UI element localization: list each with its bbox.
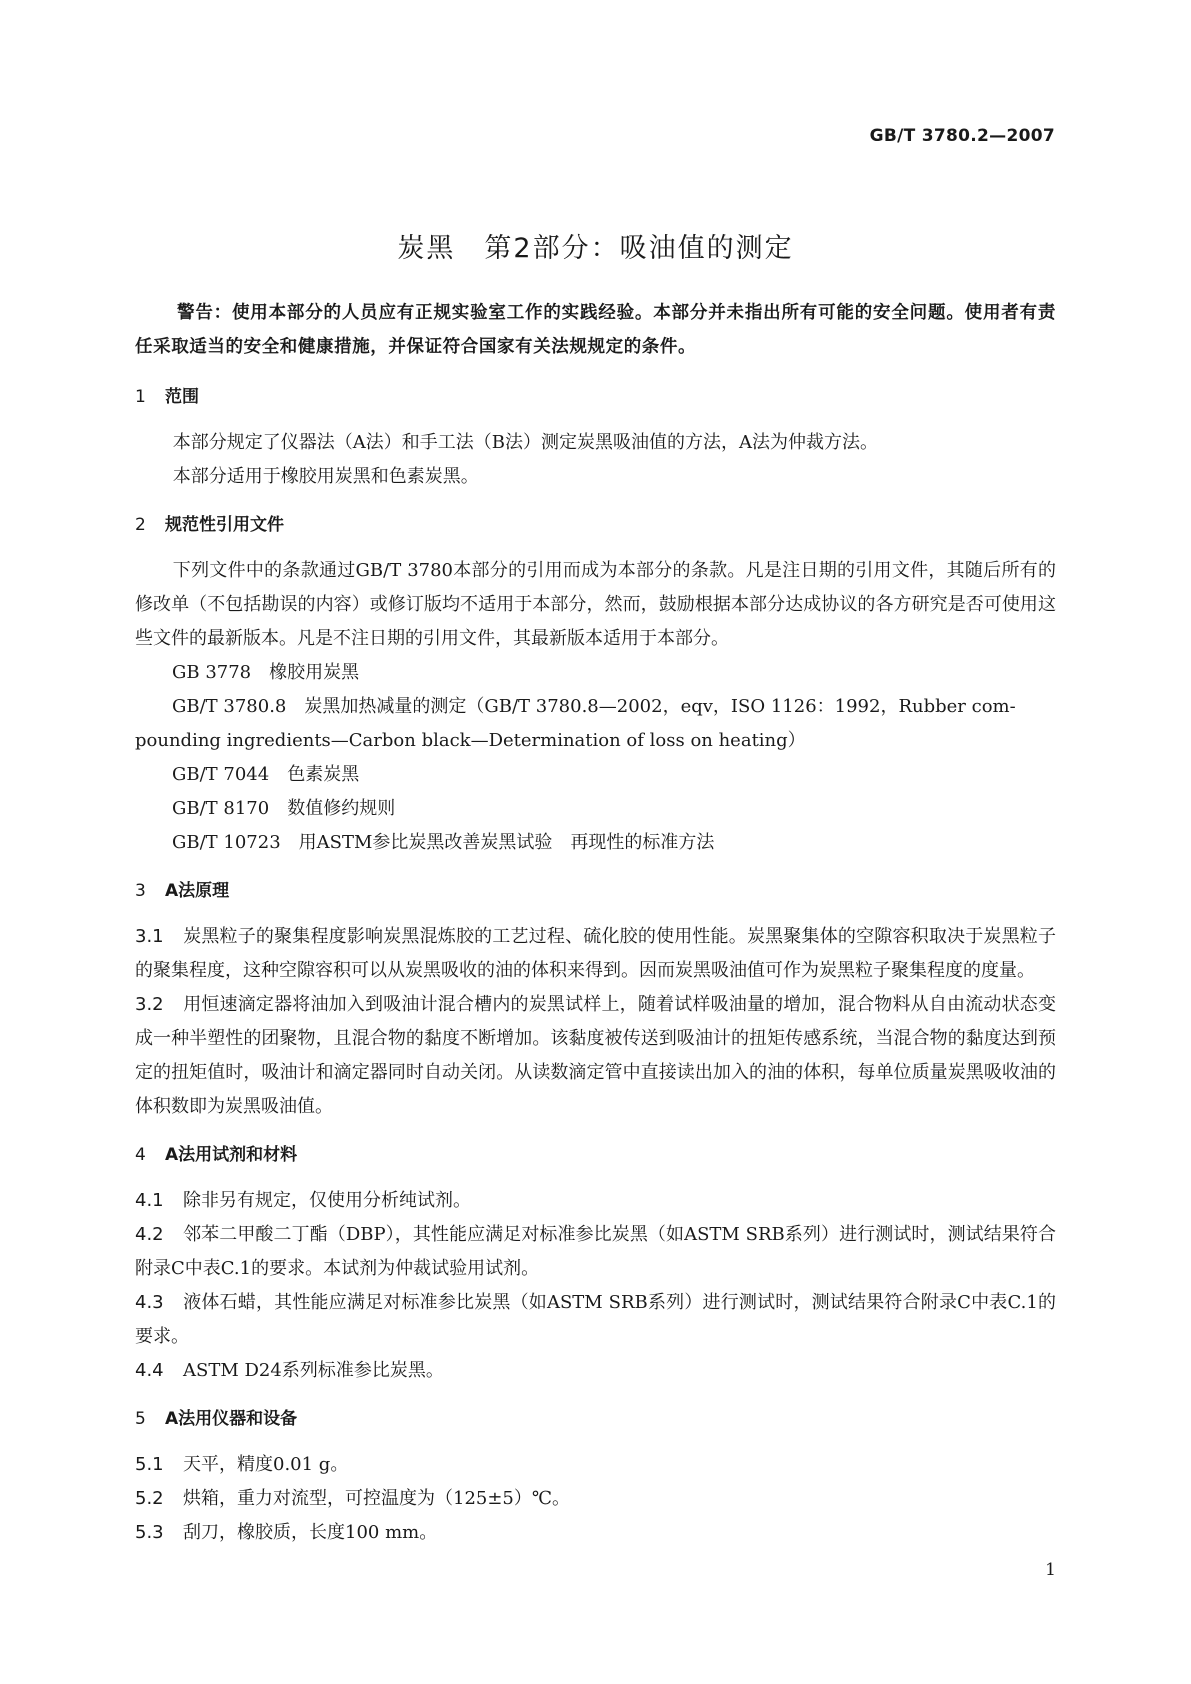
clause-text: 天平，精度0.01 g。 <box>183 1454 349 1475</box>
clause-text: 除非另有规定，仅使用分析纯试剂。 <box>183 1190 471 1211</box>
clause <box>135 1482 1056 1516</box>
clause-number: 5.1 <box>135 1454 164 1475</box>
clause <box>135 1218 1056 1286</box>
page-title: 炭黑 第2部分：吸油值的测定 <box>397 233 794 264</box>
clause-number: 3.2 <box>135 994 164 1015</box>
clause-number: 5.2 <box>135 1488 164 1509</box>
section-title: A法用试剂和材料 <box>165 1145 298 1165</box>
section-5-heading <box>135 1398 1056 1440</box>
page-number: 1 <box>1045 1560 1056 1580</box>
reference-item: GB/T 7044 色素炭黑 <box>172 764 360 785</box>
section-1-heading <box>135 376 1056 418</box>
clause-text: 液体石蜡，其性能应满足对标准参比炭黑（如ASTM SRB系列）进行测试时，测试结果符合附录C中表C.1的要求。 <box>135 1292 1056 1347</box>
clause-text: 刮刀，橡胶质，长度100 mm。 <box>183 1522 438 1543</box>
reference-item: GB/T 8170 数值修约规则 <box>172 798 396 819</box>
clause-text: ASTM D24系列标准参比炭黑。 <box>183 1360 444 1381</box>
paragraph: 下列文件中的条款通过GB/T 3780本部分的引用而成为本部分的条款。凡是注日期的引用文件，其随后所有的修改单（不包括勘误的内容）或修订版均不适用于本部分，然而，鼓励根据本部分达成协议的各方研究是否可使用这些文件的最新版本。凡是不注日期的引用文件，其最新版本适用于本部分。 <box>135 560 1056 649</box>
standard-number: GB/T 3780.2—2007 <box>869 126 1055 146</box>
clause <box>135 920 1056 988</box>
section-number: 1 <box>135 387 146 407</box>
clause-number: 4.3 <box>135 1292 164 1313</box>
reference-item: GB/T 3780.8 炭黑加热减量的测定（GB/T 3780.8—2002，eqv，ISO 1126：1992，Rubber com- <box>172 696 1016 717</box>
section-number: 5 <box>135 1409 146 1429</box>
section-2-heading <box>135 504 1056 546</box>
reference-item-continued: pounding ingredients—Carbon black—Determination of loss on heating） <box>135 730 806 751</box>
clause-number: 4.4 <box>135 1360 164 1381</box>
section-number: 3 <box>135 881 146 901</box>
section-title: 范围 <box>165 387 199 407</box>
clause <box>135 1286 1056 1354</box>
clause <box>135 1516 1056 1550</box>
section-number: 2 <box>135 515 146 535</box>
section-number: 4 <box>135 1145 146 1165</box>
paragraph: 本部分适用于橡胶用炭黑和色素炭黑。 <box>172 466 479 487</box>
section-title: 规范性引用文件 <box>165 515 284 535</box>
clause <box>135 988 1056 1124</box>
clause-number: 5.3 <box>135 1522 164 1543</box>
clause-text: 炭黑粒子的聚集程度影响炭黑混炼胶的工艺过程、硫化胶的使用性能。炭黑聚集体的空隙容积取决于炭黑粒子的聚集程度，这种空隙容积可以从炭黑吸收的油的体积来得到。因而炭黑吸油值可作为炭黑粒子聚集程度的度量。 <box>135 926 1056 981</box>
clause <box>135 1354 1056 1388</box>
clause <box>135 1184 1056 1218</box>
document-body <box>135 296 1056 1550</box>
warning-paragraph: 警告：使用本部分的人员应有正规实验室工作的实践经验。本部分并未指出所有可能的安全问题。使用者有责任采取适当的安全和健康措施，并保证符合国家有关法规规定的条件。 <box>135 303 1056 357</box>
clause-text: 邻苯二甲酸二丁酯（DBP），其性能应满足对标准参比炭黑（如ASTM SRB系列）进行测试时，测试结果符合附录C中表C.1的要求。本试剂为仲裁试验用试剂。 <box>135 1224 1056 1279</box>
clause-number: 3.1 <box>135 926 164 947</box>
clause-text: 用恒速滴定器将油加入到吸油计混合槽内的炭黑试样上，随着试样吸油量的增加，混合物料从自由流动状态变成一种半塑性的团聚物，且混合物的黏度不断增加。该黏度被传送到吸油计的扭矩传感系统，当混合物的黏度达到预定的扭矩值时，吸油计和滴定器同时自动关闭。从读数滴定管中直接读出加入的油的体积，每单位质量炭黑吸收油的体积数即为炭黑吸油值。 <box>135 994 1056 1117</box>
clause-text: 烘箱，重力对流型，可控温度为（125±5）℃。 <box>183 1488 571 1509</box>
paragraph: 本部分规定了仪器法（A法）和手工法（B法）测定炭黑吸油值的方法，A法为仲裁方法。 <box>172 432 879 453</box>
reference-item: GB 3778 橡胶用炭黑 <box>172 662 360 683</box>
section-3-heading <box>135 870 1056 912</box>
reference-item: GB/T 10723 用ASTM参比炭黑改善炭黑试验 再现性的标准方法 <box>172 832 715 853</box>
section-4-heading <box>135 1134 1056 1176</box>
clause-number: 4.2 <box>135 1224 164 1245</box>
section-title: A法用仪器和设备 <box>165 1409 298 1429</box>
section-title: A法原理 <box>165 881 230 901</box>
clause-number: 4.1 <box>135 1190 164 1211</box>
clause <box>135 1448 1056 1482</box>
